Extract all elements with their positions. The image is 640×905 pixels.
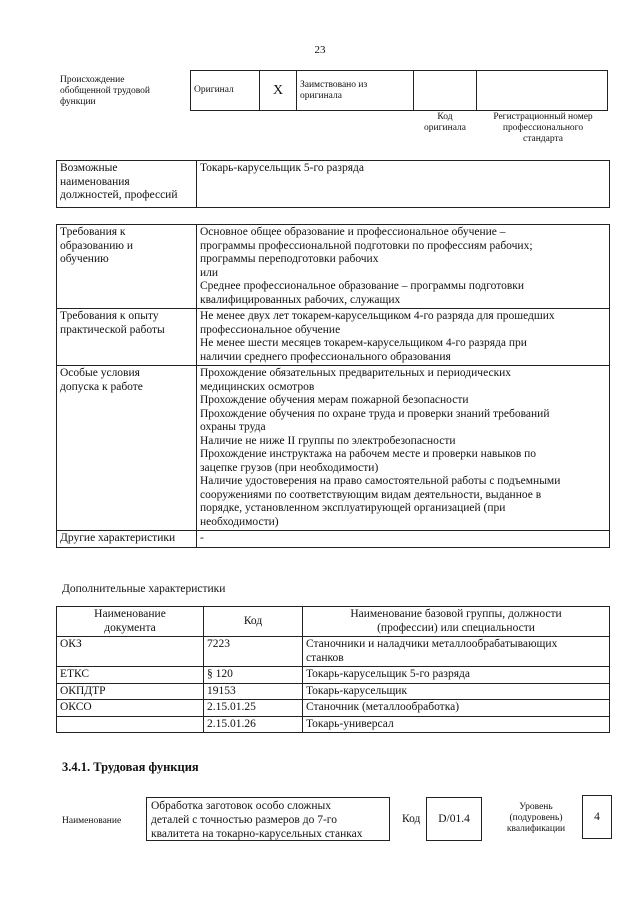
requirement-value: [197, 366, 610, 531]
row-name-line: Токарь-универсал: [306, 717, 394, 730]
requirements-table: [56, 224, 610, 548]
header-doc-line: документа: [104, 621, 156, 634]
borrowed-line: оригинала: [300, 90, 342, 101]
row-name: [303, 700, 610, 717]
requirement-value-line: медицинских осмотров: [200, 380, 315, 393]
row-doc: ОКЗ: [57, 637, 204, 667]
requirement-label-line: практической работы: [60, 323, 165, 336]
qualification-level-value: 4: [582, 795, 612, 839]
original-label: Оригинал: [191, 71, 260, 111]
requirement-value-line: зацепке грузов (при необходимости): [200, 461, 379, 474]
function-name-line: деталей с точностью размеров до 7-го: [151, 814, 337, 826]
requirement-value-line: порядке, установленном эксплуатирующей организацией (при: [200, 502, 506, 514]
row-name: [303, 716, 610, 733]
row-doc: [57, 716, 204, 733]
requirement-value-line: Прохождение инструктажа на рабочем месте и проверки навыков по: [200, 448, 537, 460]
origin-table: [190, 70, 608, 111]
requirement-label-line: допуска к работе: [60, 380, 143, 393]
additional-table: [56, 606, 610, 733]
table-row: [57, 531, 610, 548]
requirement-value-line: профессиональное обучение: [200, 323, 341, 336]
qualification-level-label: [494, 802, 578, 835]
table-row: [57, 716, 610, 733]
requirement-value: [197, 309, 610, 366]
code-caption-line: Код: [437, 112, 453, 122]
requirement-label-line: Особые условия: [60, 367, 140, 379]
table-header-row: [57, 607, 610, 637]
borrowed-label: [297, 71, 414, 111]
requirement-label: [57, 225, 197, 309]
requirement-label: [57, 366, 197, 531]
requirement-value-line: -: [200, 532, 204, 544]
requirement-value-line: программы переподготовки рабочих: [200, 253, 379, 265]
function-name-label: Наименование: [62, 816, 122, 826]
requirement-value-line: Наличие не ниже II группы по электробезопасности: [200, 434, 456, 447]
row-doc: ОКСО: [57, 700, 204, 717]
requirement-value-line: квалифицированных рабочих, служащих: [200, 293, 401, 306]
row-name: [303, 667, 610, 684]
registration-caption: [478, 112, 608, 145]
function-code-label: Код: [402, 813, 421, 825]
row-name-line: Токарь-карусельщик 5-го разряда: [306, 668, 470, 680]
requirement-value-line: Наличие удостоверения на право самостоятельной работы с подъемными: [200, 475, 561, 487]
requirement-value-line: Прохождение обучения по охране труда и проверки знаний требований: [200, 407, 550, 420]
requirement-value-line: Прохождение обучения мерам пожарной безопасности: [200, 394, 469, 406]
requirement-value-line: Прохождение обязательных предварительных и периодических: [200, 367, 512, 379]
requirement-value-line: программы профессиональной подготовки по профессиям рабочих;: [200, 239, 533, 252]
requirement-label-line: Требования к опыту: [60, 310, 159, 322]
row-name-line: Станочник (металлообработка): [306, 701, 460, 713]
requirement-value-line: Не менее шести месяцев токарем-карусельщиком 4-го разряда при: [200, 337, 527, 349]
origin-label-line: обобщенной трудовой: [60, 86, 150, 96]
requirement-label-line: Требования к: [60, 226, 126, 238]
row-code: § 120: [204, 667, 303, 684]
original-code-cell: [414, 71, 477, 111]
registration-caption-line: профессионального: [502, 123, 584, 133]
qualification-level-line: (подуровень): [509, 813, 563, 823]
function-code-value: D/01.4: [426, 797, 482, 841]
positions-label: [57, 161, 197, 208]
row-name: [303, 683, 610, 700]
requirement-value-line: Не менее двух лет токарем-карусельщиком 4-го разряда для прошедших: [200, 310, 555, 322]
requirement-value-line: охраны труда: [200, 421, 266, 433]
row-code: 19153: [204, 683, 303, 700]
function-name-line: Обработка заготовок особо сложных: [151, 800, 331, 812]
function-heading: 3.4.1. Трудовая функция: [62, 760, 199, 774]
requirement-value-line: необходимости): [200, 515, 279, 528]
row-name-line: Токарь-карусельщик: [306, 684, 408, 697]
additional-title: Дополнительные характеристики: [62, 583, 226, 595]
positions-label-line: Возможные: [60, 162, 118, 174]
requirement-value-line: сооружениями по соответствующим видам деятельности, выданное в: [200, 488, 542, 501]
requirement-value: [197, 531, 610, 548]
table-row: [57, 667, 610, 684]
table-row: [57, 637, 610, 667]
row-code: 2.15.01.26: [204, 716, 303, 733]
function-name-box: [146, 797, 390, 841]
positions-value: Токарь-карусельщик 5-го разряда: [197, 161, 610, 208]
registration-caption-line: Регистрационный номер: [493, 112, 593, 122]
row-name: [303, 637, 610, 667]
origin-label-line: функции: [60, 97, 96, 107]
header-name-line: Наименование базовой группы, должности: [350, 608, 562, 620]
code-caption: [415, 112, 475, 134]
header-code: Код: [204, 607, 303, 637]
requirement-label-line: образованию и: [60, 239, 133, 252]
original-mark: X: [260, 71, 297, 111]
header-doc-line: Наименование: [94, 608, 166, 620]
table-row: [57, 366, 610, 531]
table-row: [57, 683, 610, 700]
positions-label-line: наименования: [60, 175, 130, 188]
row-doc: ЕТКС: [57, 667, 204, 684]
table-row: [57, 700, 610, 717]
table-row: [57, 309, 610, 366]
registration-number-cell: [477, 71, 608, 111]
requirement-value-line: Основное общее образование и профессиональное обучение –: [200, 226, 506, 238]
positions-table: [56, 160, 610, 208]
header-name: [303, 607, 610, 637]
requirement-label-line: обучению: [60, 253, 109, 265]
row-doc: ОКПДТР: [57, 683, 204, 700]
positions-label-line: должностей, профессий: [60, 189, 178, 201]
table-row: [57, 225, 610, 309]
row-code: 2.15.01.25: [204, 700, 303, 717]
page-number: 23: [314, 44, 326, 56]
row-code: 7223: [204, 637, 303, 667]
function-name-line: квалитета на токарно-карусельных станках: [151, 828, 363, 840]
header-doc: [57, 607, 204, 637]
qualification-level-line: Уровень: [519, 802, 553, 812]
code-caption-line: оригинала: [424, 123, 466, 133]
header-name-line: (профессии) или специальности: [377, 621, 535, 634]
qualification-level-line: квалификации: [506, 824, 566, 834]
origin-label: [60, 75, 185, 108]
row-name-line: Станочники и наладчики металлообрабатывающих: [306, 638, 558, 650]
registration-caption-line: стандарта: [523, 134, 563, 144]
requirement-value-line: или: [200, 266, 219, 279]
requirement-value-line: наличии среднего профессионального образования: [200, 350, 451, 363]
origin-label-line: Происхождение: [60, 75, 125, 85]
requirement-label: [57, 309, 197, 366]
borrowed-line: Заимствовано из: [300, 79, 368, 90]
row-name-line: станков: [306, 651, 344, 664]
requirement-label-line: Другие характеристики: [60, 532, 176, 544]
requirement-value-line: Среднее профессиональное образование – программы подготовки: [200, 280, 525, 292]
requirement-label: [57, 531, 197, 548]
requirement-value: [197, 225, 610, 309]
